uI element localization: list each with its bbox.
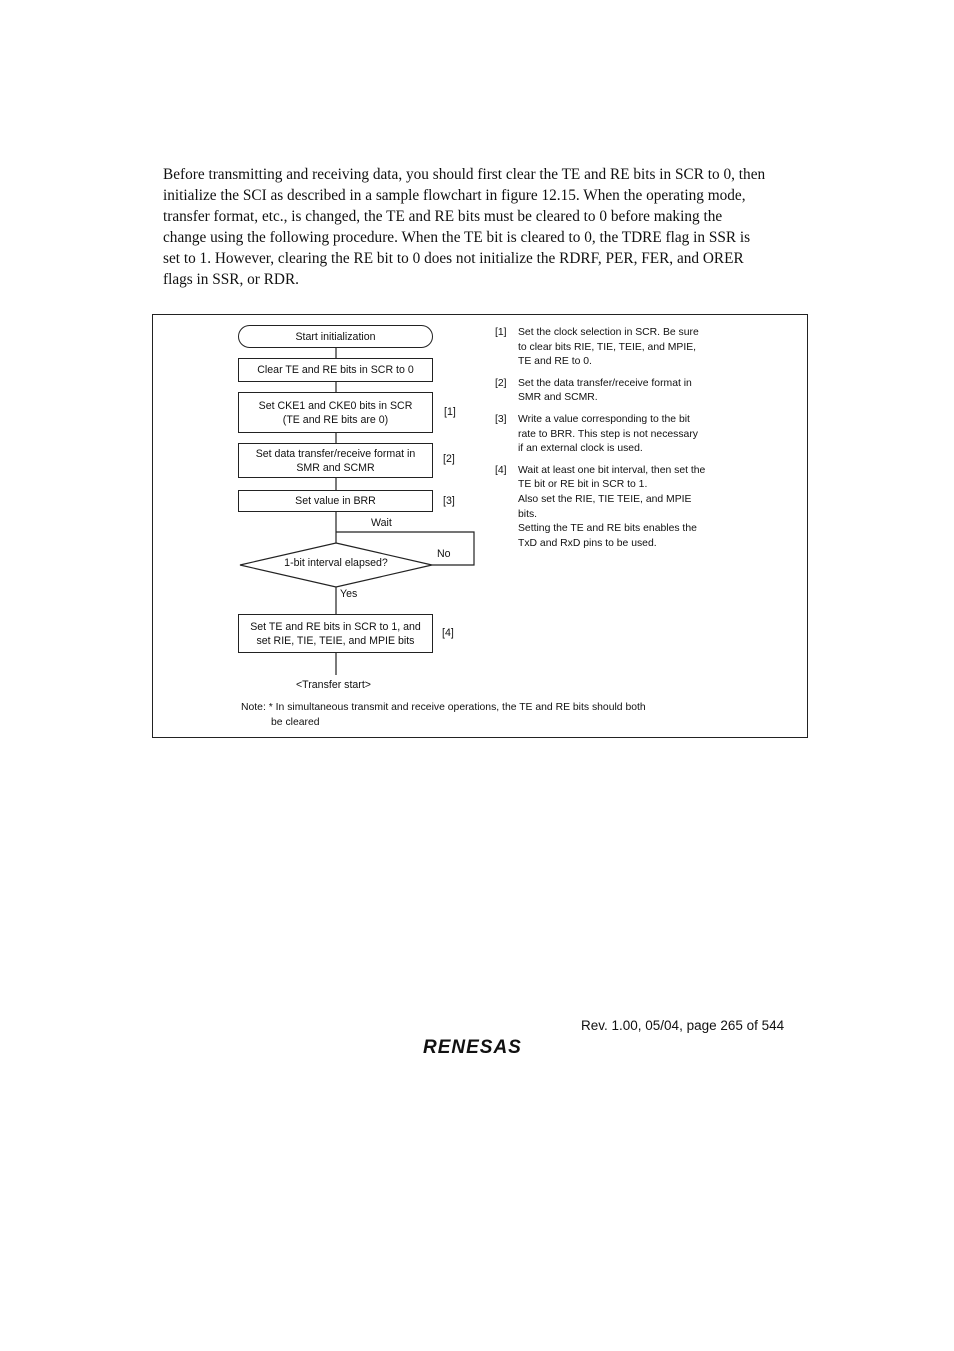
note-line: Write a value corresponding to the bit [518, 413, 690, 425]
note-item [495, 464, 735, 552]
paragraph-line: transfer format, etc., is changed, the TE and RE bits must be cleared to 0 before making the [163, 208, 723, 225]
paragraph-line: set to 1. However, clearing the RE bit to 0 does not initialize the RDRF, PER, FER, and ORER [163, 250, 744, 267]
clear-bits-label: Clear TE and RE bits in SCR to 0 [257, 364, 414, 376]
step3-box [238, 490, 433, 512]
paragraph-line: Before transmitting and receiving data, you should first clear the TE and RE bits in SCR to 0, then [163, 166, 766, 183]
renesas-logo [423, 1036, 541, 1063]
step2-box [238, 443, 433, 478]
step4-line: set RIE, TIE, TEIE, and MPIE bits [256, 634, 415, 647]
note-number: [1] [495, 327, 507, 338]
note-number: [4] [495, 464, 507, 476]
note-line: Also set the RIE, TIE TEIE, and MPIE [518, 493, 692, 505]
clear-bits-step [238, 358, 433, 382]
step2-line: Set data transfer/receive format in [255, 447, 416, 460]
note-line: Set the data transfer/receive format in [518, 377, 692, 389]
note-line: rate to BRR. This step is not necessary [518, 428, 698, 440]
step2-tag: [2] [443, 453, 455, 465]
step4-box [238, 614, 433, 653]
no-label: No [437, 548, 451, 560]
logo-text: RENESAS [423, 1037, 522, 1058]
note-item [495, 413, 735, 457]
start-terminal [238, 325, 433, 348]
step4-tag: [4] [442, 627, 454, 639]
footnote-line: Note: * In simultaneous transmit and receive operations, the TE and RE bits should both [241, 702, 646, 713]
step-notes [495, 326, 735, 558]
step1-tag: [1] [444, 406, 456, 418]
note-item [495, 326, 735, 370]
note-number: [2] [495, 377, 507, 389]
note-line: TE and RE to 0. [518, 356, 592, 368]
figure-footnote [241, 701, 646, 730]
flowchart-figure [152, 314, 808, 738]
step4-line: Set TE and RE bits in SCR to 1, and [250, 620, 421, 633]
step3-label: Set value in BRR [295, 495, 376, 507]
note-number: [3] [495, 413, 507, 425]
paragraph-line: flags in SSR, or RDR. [163, 271, 299, 288]
note-line: TxD and RxD pins to be used. [518, 537, 657, 549]
transfer-start-label: <Transfer start> [296, 679, 371, 691]
note-line: Wait at least one bit interval, then set the [518, 464, 706, 476]
intro-paragraph [163, 164, 803, 290]
note-item [495, 377, 735, 406]
note-line: bits. [518, 508, 538, 520]
step1-box [238, 392, 433, 433]
note-line: Setting the TE and RE bits enables the [518, 523, 697, 535]
note-line: to clear bits RIE, TIE, TEIE, and MPIE, [518, 341, 697, 353]
step1-line: Set CKE1 and CKE0 bits in SCR [258, 399, 413, 412]
note-line: Set the clock selection in SCR. Be sure [518, 327, 699, 338]
note-line: SMR and SCMR. [518, 392, 598, 404]
wait-label: Wait [371, 517, 392, 529]
note-line: TE bit or RE bit in SCR to 1. [518, 479, 648, 491]
step2-line: SMR and SCMR [296, 461, 375, 474]
decision-label: 1-bit interval elapsed? [284, 557, 388, 569]
start-label: Start initialization [295, 330, 376, 343]
step1-line: (TE and RE bits are 0) [282, 413, 389, 426]
note-line: if an external clock is used. [518, 443, 643, 455]
paragraph-line: change using the following procedure. When the TE bit is cleared to 0, the TDRE flag in SSR is [163, 229, 751, 246]
step3-tag: [3] [443, 495, 455, 507]
paragraph-line: initialize the SCI as described in a sample flowchart in figure 12.15. When the operating mode, [163, 187, 746, 204]
page-footer-revision: Rev. 1.00, 05/04, page 265 of 544 [581, 1018, 785, 1033]
footnote-line: be cleared [271, 716, 320, 728]
yes-label: Yes [340, 588, 358, 600]
